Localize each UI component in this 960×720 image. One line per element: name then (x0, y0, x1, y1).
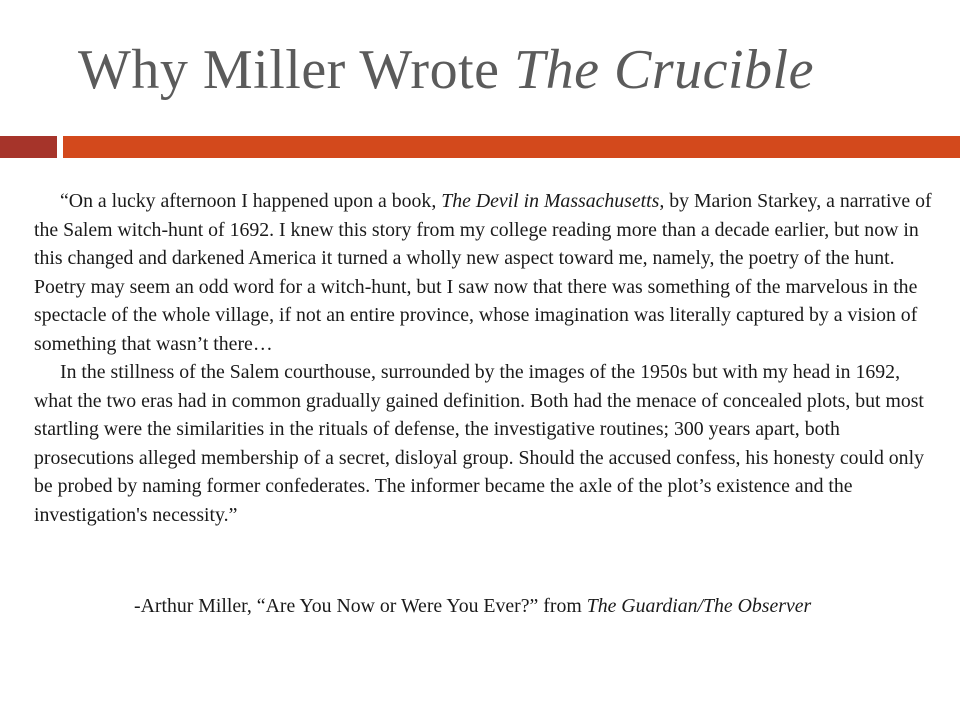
quote-body (34, 187, 934, 529)
quote-paragraph-1 (34, 187, 934, 358)
book-title: The Devil in Massachusetts, (441, 190, 665, 212)
quote-paragraph-2: In the stillness of the Salem courthouse, surrounded by the images of the 1950s but with my head in 1692, what the two eras had in common gradually gained definition. Both had the menace of concealed plots, but most startling were the similarities in the rituals of defense, the investigative routines; 300 years apart, both prosecutions alleged membership of a secret, disloyal group. Should the accused confess, his honesty could only be probed by naming former confederates. The informer became the axle of the plot’s existence and the investigation's necessity.” (34, 361, 924, 526)
accent-bar-right (63, 136, 960, 158)
accent-bar-left (0, 136, 57, 158)
quote-p1-start: “On a lucky afternoon I happened upon a book, (60, 190, 442, 212)
title-main: Why Miller Wrote (78, 39, 514, 101)
attribution (134, 592, 934, 621)
quote-p1-rest: by Marion Starkey, a narrative of the Salem witch-hunt of 1692. I knew this story from my college reading more than a decade earlier, but now in this changed and darkened America it turned a wholly new aspect toward me, namely, the poetry of the hunt. Poetry may seem an odd word for a witch-hunt, but I saw now that there was something of the marvelous in the spectacle of the whole village, if not an entire province, whose imagination was literally captured by a vision of something that wasn’t there… (34, 190, 932, 355)
attribution-prefix: -Arthur Miller, “Are You Now or Were You Ever?” from (134, 595, 587, 617)
title-italic: The Crucible (514, 39, 814, 101)
attribution-source: The Guardian/The Observer (586, 595, 812, 617)
slide-title (78, 38, 814, 102)
